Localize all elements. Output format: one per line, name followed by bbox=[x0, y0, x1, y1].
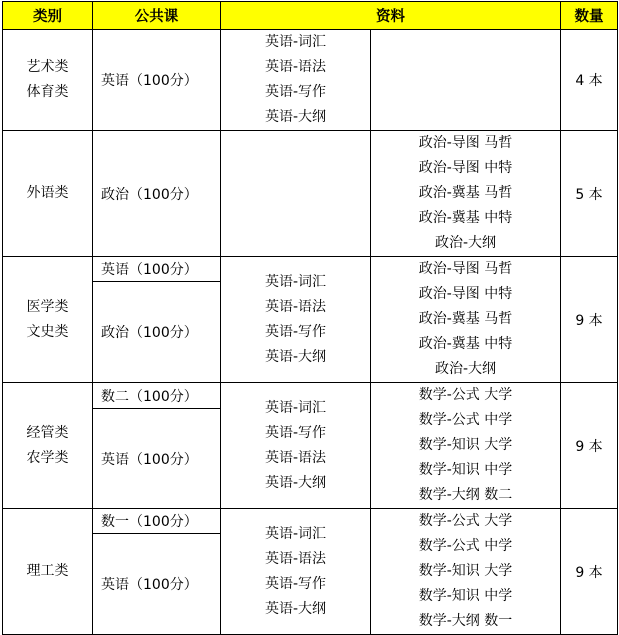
materials-left-cell bbox=[221, 257, 371, 383]
header-materials: 资料 bbox=[221, 2, 561, 30]
category-line: 艺术类 bbox=[26, 59, 69, 75]
table-body bbox=[3, 30, 618, 635]
count-cell: 5 本 bbox=[561, 131, 618, 257]
material-item: 数学-知识 中学 bbox=[418, 588, 513, 604]
materials-left-cell bbox=[221, 383, 371, 509]
material-item: 数学-公式 大学 bbox=[418, 387, 513, 403]
header-row bbox=[3, 2, 618, 30]
material-item: 英语-词汇 bbox=[264, 399, 327, 416]
course-cell: 政治（100分） bbox=[93, 282, 221, 383]
material-item: 英语-词汇 bbox=[264, 273, 327, 290]
materials-left-cell bbox=[221, 131, 371, 257]
material-item: 政治-冀基 马哲 bbox=[418, 311, 513, 327]
category-cell bbox=[3, 383, 93, 509]
material-item: 英语-大纲 bbox=[264, 600, 327, 617]
material-item: 数学-公式 大学 bbox=[418, 513, 513, 529]
material-item: 政治-大纲 bbox=[434, 235, 497, 251]
material-item: 英语-大纲 bbox=[264, 109, 327, 125]
category-line: 经管类 bbox=[26, 424, 69, 441]
material-item: 英语-语法 bbox=[264, 298, 327, 315]
course-cell: 英语（100分） bbox=[93, 257, 221, 282]
course-cell: 数一（100分） bbox=[93, 509, 221, 534]
count-cell: 9 本 bbox=[561, 509, 618, 635]
material-item: 政治-冀基 马哲 bbox=[418, 185, 513, 201]
materials-left-cell bbox=[221, 509, 371, 635]
material-item: 政治-导图 中特 bbox=[418, 160, 513, 176]
material-item: 政治-导图 马哲 bbox=[418, 261, 513, 277]
count-cell: 9 本 bbox=[561, 257, 618, 383]
materials-left-cell bbox=[221, 30, 371, 131]
material-item: 英语-写作 bbox=[264, 424, 327, 441]
material-item: 数学-知识 中学 bbox=[418, 462, 513, 478]
material-item: 英语-大纲 bbox=[264, 348, 327, 365]
material-item: 数学-公式 中学 bbox=[418, 412, 513, 428]
material-item: 英语-写作 bbox=[264, 323, 327, 340]
materials-right-cell bbox=[371, 131, 561, 257]
material-item: 数学-公式 中学 bbox=[418, 538, 513, 554]
materials-right-cell bbox=[371, 383, 561, 509]
material-item: 英语-语法 bbox=[264, 449, 327, 466]
category-cell bbox=[3, 257, 93, 383]
table-row bbox=[3, 257, 618, 282]
material-item: 英语-写作 bbox=[264, 575, 327, 592]
material-item: 英语-词汇 bbox=[264, 525, 327, 542]
course-cell: 数二（100分） bbox=[93, 383, 221, 409]
category-cell bbox=[3, 509, 93, 635]
course-cell: 英语（100分） bbox=[93, 409, 221, 509]
material-item: 英语-语法 bbox=[264, 59, 327, 75]
material-item: 英语-大纲 bbox=[264, 474, 327, 491]
category-cell bbox=[3, 30, 93, 131]
table-row bbox=[3, 383, 618, 409]
category-line: 文史类 bbox=[26, 323, 69, 340]
material-item: 英语-写作 bbox=[264, 84, 327, 100]
count-cell: 9 本 bbox=[561, 383, 618, 509]
course-cell: 英语（100分） bbox=[93, 30, 221, 131]
material-item: 数学-大纲 数一 bbox=[418, 613, 513, 629]
material-item: 政治-冀基 中特 bbox=[418, 210, 513, 226]
course-cell: 政治（100分） bbox=[93, 131, 221, 257]
materials-table bbox=[2, 1, 618, 635]
header-count: 数量 bbox=[561, 2, 618, 30]
materials-right-cell bbox=[371, 509, 561, 635]
count-cell: 4 本 bbox=[561, 30, 618, 131]
material-item: 数学-知识 大学 bbox=[418, 437, 513, 453]
category-line: 医学类 bbox=[26, 298, 69, 315]
material-item: 英语-语法 bbox=[264, 550, 327, 567]
table-row bbox=[3, 131, 618, 257]
category-line: 体育类 bbox=[26, 84, 69, 100]
course-cell: 英语（100分） bbox=[93, 534, 221, 635]
header-course: 公共课 bbox=[93, 2, 221, 30]
material-item: 英语-词汇 bbox=[264, 34, 327, 50]
table-row bbox=[3, 30, 618, 131]
material-item: 政治-冀基 中特 bbox=[418, 336, 513, 352]
category-line: 外语类 bbox=[26, 185, 69, 201]
materials-right-cell bbox=[371, 257, 561, 383]
header-category: 类别 bbox=[3, 2, 93, 30]
materials-right-cell bbox=[371, 30, 561, 131]
material-item: 政治-导图 中特 bbox=[418, 286, 513, 302]
table-row bbox=[3, 509, 618, 534]
material-item: 政治-导图 马哲 bbox=[418, 135, 513, 151]
material-item: 数学-知识 大学 bbox=[418, 563, 513, 579]
material-item: 数学-大纲 数二 bbox=[418, 487, 513, 503]
category-line: 农学类 bbox=[26, 449, 69, 466]
category-line: 理工类 bbox=[26, 563, 69, 579]
category-cell bbox=[3, 131, 93, 257]
material-item: 政治-大纲 bbox=[434, 361, 497, 377]
